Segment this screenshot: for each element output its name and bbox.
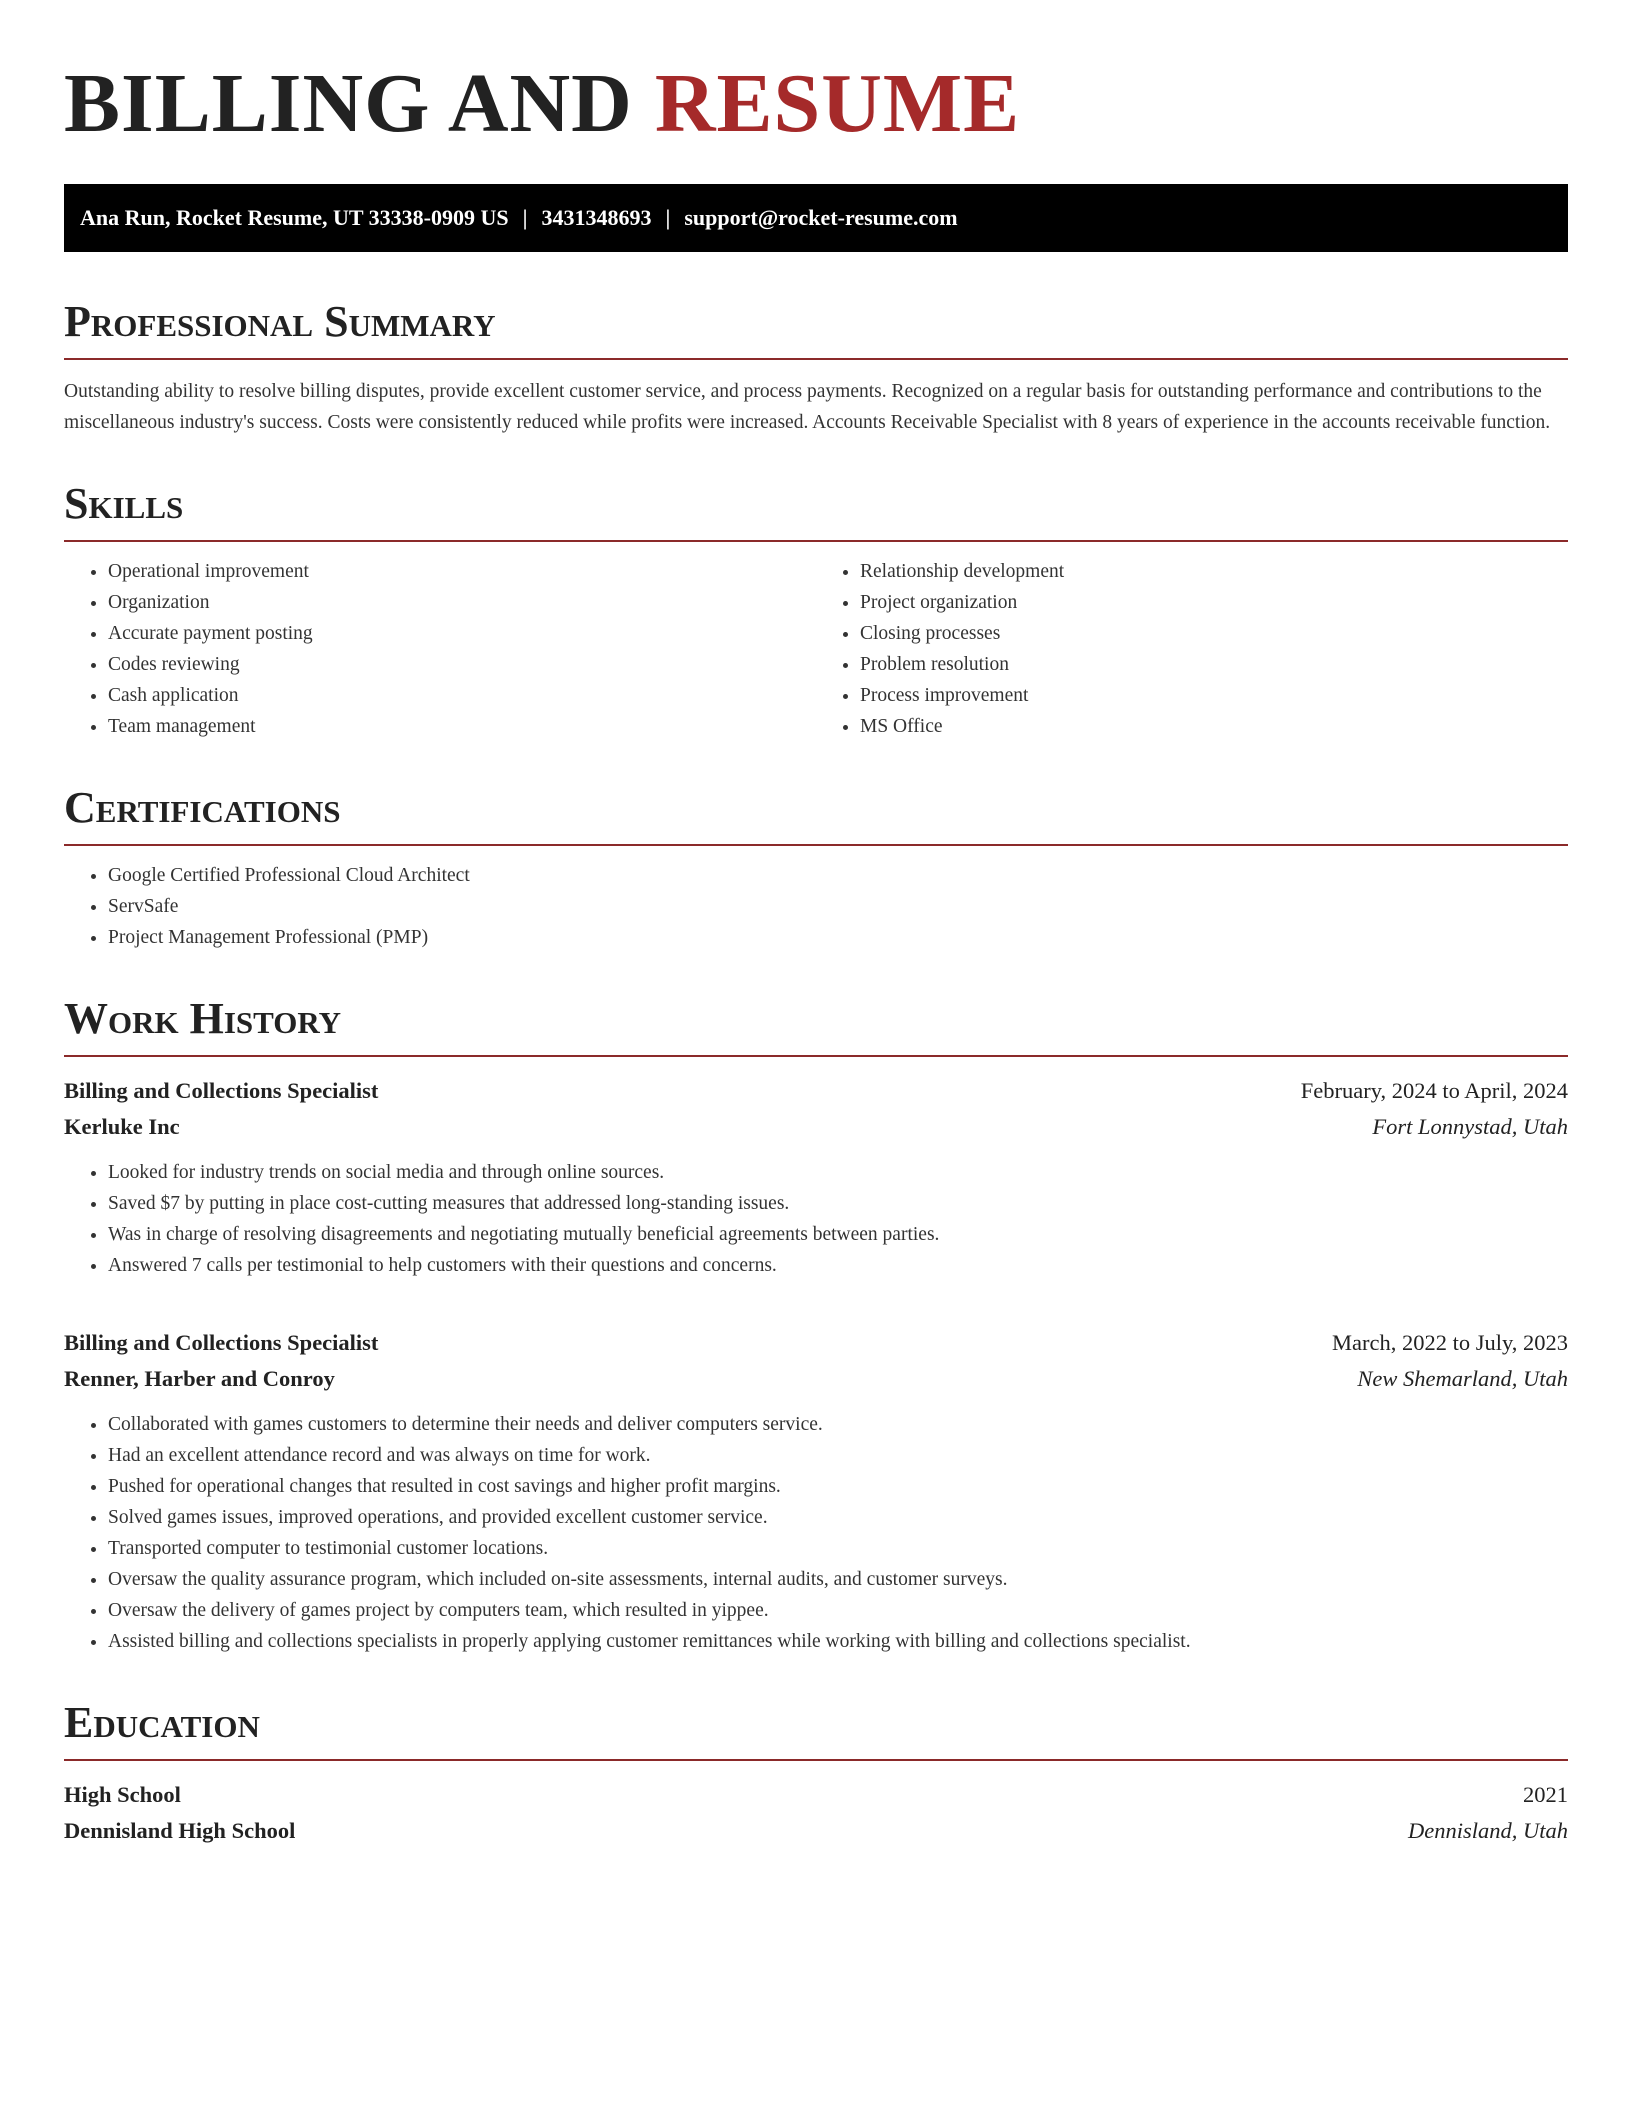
- job-title: Billing and Collections Specialist: [64, 1330, 379, 1355]
- contact-separator: |: [522, 205, 528, 230]
- job-company-row: [64, 1361, 1568, 1397]
- job-entry: [64, 1073, 1568, 1281]
- skill-item: • Accurate payment posting: [108, 618, 816, 649]
- job-company: Kerluke Inc: [64, 1114, 180, 1139]
- certifications-heading: Certifications: [64, 782, 1568, 846]
- work-history-section: [64, 993, 1568, 1657]
- skill-item: • Process improvement: [860, 680, 1568, 711]
- job-title: Billing and Collections Specialist: [64, 1078, 379, 1103]
- certifications-section: [64, 782, 1568, 953]
- job-bullet: • Saved $7 by putting in place cost-cutting measures that addressed long-standing issues.: [108, 1188, 1568, 1219]
- education-school: Dennisland High School: [64, 1818, 296, 1843]
- title-main: BILLING AND: [64, 57, 633, 150]
- certifications-list: [64, 860, 1568, 953]
- education-location: Dennisland, Utah: [1408, 1818, 1568, 1843]
- title-accent: RESUME: [654, 57, 1021, 150]
- job-bullet: • Oversaw the delivery of games project by computers team, which resulted in yippee.: [108, 1595, 1568, 1626]
- job-entry: [64, 1325, 1568, 1657]
- certification-item: • Google Certified Professional Cloud Architect: [108, 860, 1568, 891]
- skills-list-left: [64, 556, 816, 742]
- skill-item: • Codes reviewing: [108, 649, 816, 680]
- job-bullet: • Looked for industry trends on social media and through online sources.: [108, 1157, 1568, 1188]
- skill-item: • Operational improvement: [108, 556, 816, 587]
- skills-list-right: [816, 556, 1568, 742]
- skills-heading: Skills: [64, 478, 1568, 542]
- skill-item: • Relationship development: [860, 556, 1568, 587]
- job-bullets: [64, 1409, 1568, 1657]
- job-company-row: [64, 1109, 1568, 1145]
- skill-item: • Cash application: [108, 680, 816, 711]
- skill-item: • Team management: [108, 711, 816, 742]
- job-bullet: • Transported computer to testimonial customer locations.: [108, 1533, 1568, 1564]
- education-section: [64, 1697, 1568, 1849]
- contact-bar: [64, 184, 1568, 252]
- summary-text: Outstanding ability to resolve billing disputes, provide excellent customer service, and process payments. Recognized on a regular basis for outstanding performance and contributions to the miscellaneous industry's success. Costs were consistently reduced while profits were increased. Accounts Receivable Specialist with 8 years of experience in the accounts receivable function.: [64, 381, 1551, 433]
- skills-section: [64, 478, 1568, 742]
- job-location: Fort Lonnystad, Utah: [1372, 1114, 1568, 1139]
- job-bullet: • Collaborated with games customers to determine their needs and deliver computers service.: [108, 1409, 1568, 1440]
- job-location: New Shemarland, Utah: [1357, 1366, 1568, 1391]
- job-bullet: • Assisted billing and collections specialists in properly applying customer remittances while working with billing and collections specialist.: [108, 1626, 1568, 1657]
- education-degree: High School: [64, 1782, 181, 1807]
- education-degree-row: [64, 1777, 1568, 1813]
- job-company: Renner, Harber and Conroy: [64, 1366, 335, 1391]
- job-dates: March, 2022 to July, 2023: [1331, 1330, 1568, 1355]
- work-history-heading: Work History: [64, 993, 1568, 1057]
- job-bullet: • Had an excellent attendance record and was always on time for work.: [108, 1440, 1568, 1471]
- skill-item: • Organization: [108, 587, 816, 618]
- skill-item: • Project organization: [860, 587, 1568, 618]
- skill-item: • Problem resolution: [860, 649, 1568, 680]
- skills-grid: [64, 542, 1568, 742]
- job-bullet: • Answered 7 calls per testimonial to help customers with their questions and concerns.: [108, 1250, 1568, 1281]
- skill-item: • Closing processes: [860, 618, 1568, 649]
- job-bullet: • Was in charge of resolving disagreements and negotiating mutually beneficial agreements between parties.: [108, 1219, 1568, 1250]
- job-bullet: • Solved games issues, improved operations, and provided excellent customer service.: [108, 1502, 1568, 1533]
- contact-address: Ana Run, Rocket Resume, UT 33338-0909 US: [80, 205, 509, 230]
- job-header-row: [64, 1073, 1568, 1109]
- resume-title: [64, 0, 1568, 152]
- job-bullet: • Pushed for operational changes that resulted in cost savings and higher profit margins.: [108, 1471, 1568, 1502]
- education-year: 2021: [1523, 1782, 1568, 1807]
- certification-item: • ServSafe: [108, 891, 1568, 922]
- contact-separator: |: [665, 205, 671, 230]
- job-dates: February, 2024 to April, 2024: [1300, 1078, 1568, 1103]
- summary-heading: Professional Summary: [64, 296, 1568, 360]
- education-heading: Education: [64, 1697, 1568, 1761]
- job-bullets: [64, 1157, 1568, 1281]
- skill-item: • MS Office: [860, 711, 1568, 742]
- education-school-row: [64, 1813, 1568, 1849]
- contact-email: support@rocket-resume.com: [684, 205, 958, 230]
- job-header-row: [64, 1325, 1568, 1361]
- job-bullet: • Oversaw the quality assurance program, which included on-site assessments, internal audits, and customer surveys.: [108, 1564, 1568, 1595]
- contact-phone: 3431348693: [541, 205, 652, 230]
- summary-section: [64, 296, 1568, 438]
- education-entry: [64, 1777, 1568, 1849]
- certification-item: • Project Management Professional (PMP): [108, 922, 1568, 953]
